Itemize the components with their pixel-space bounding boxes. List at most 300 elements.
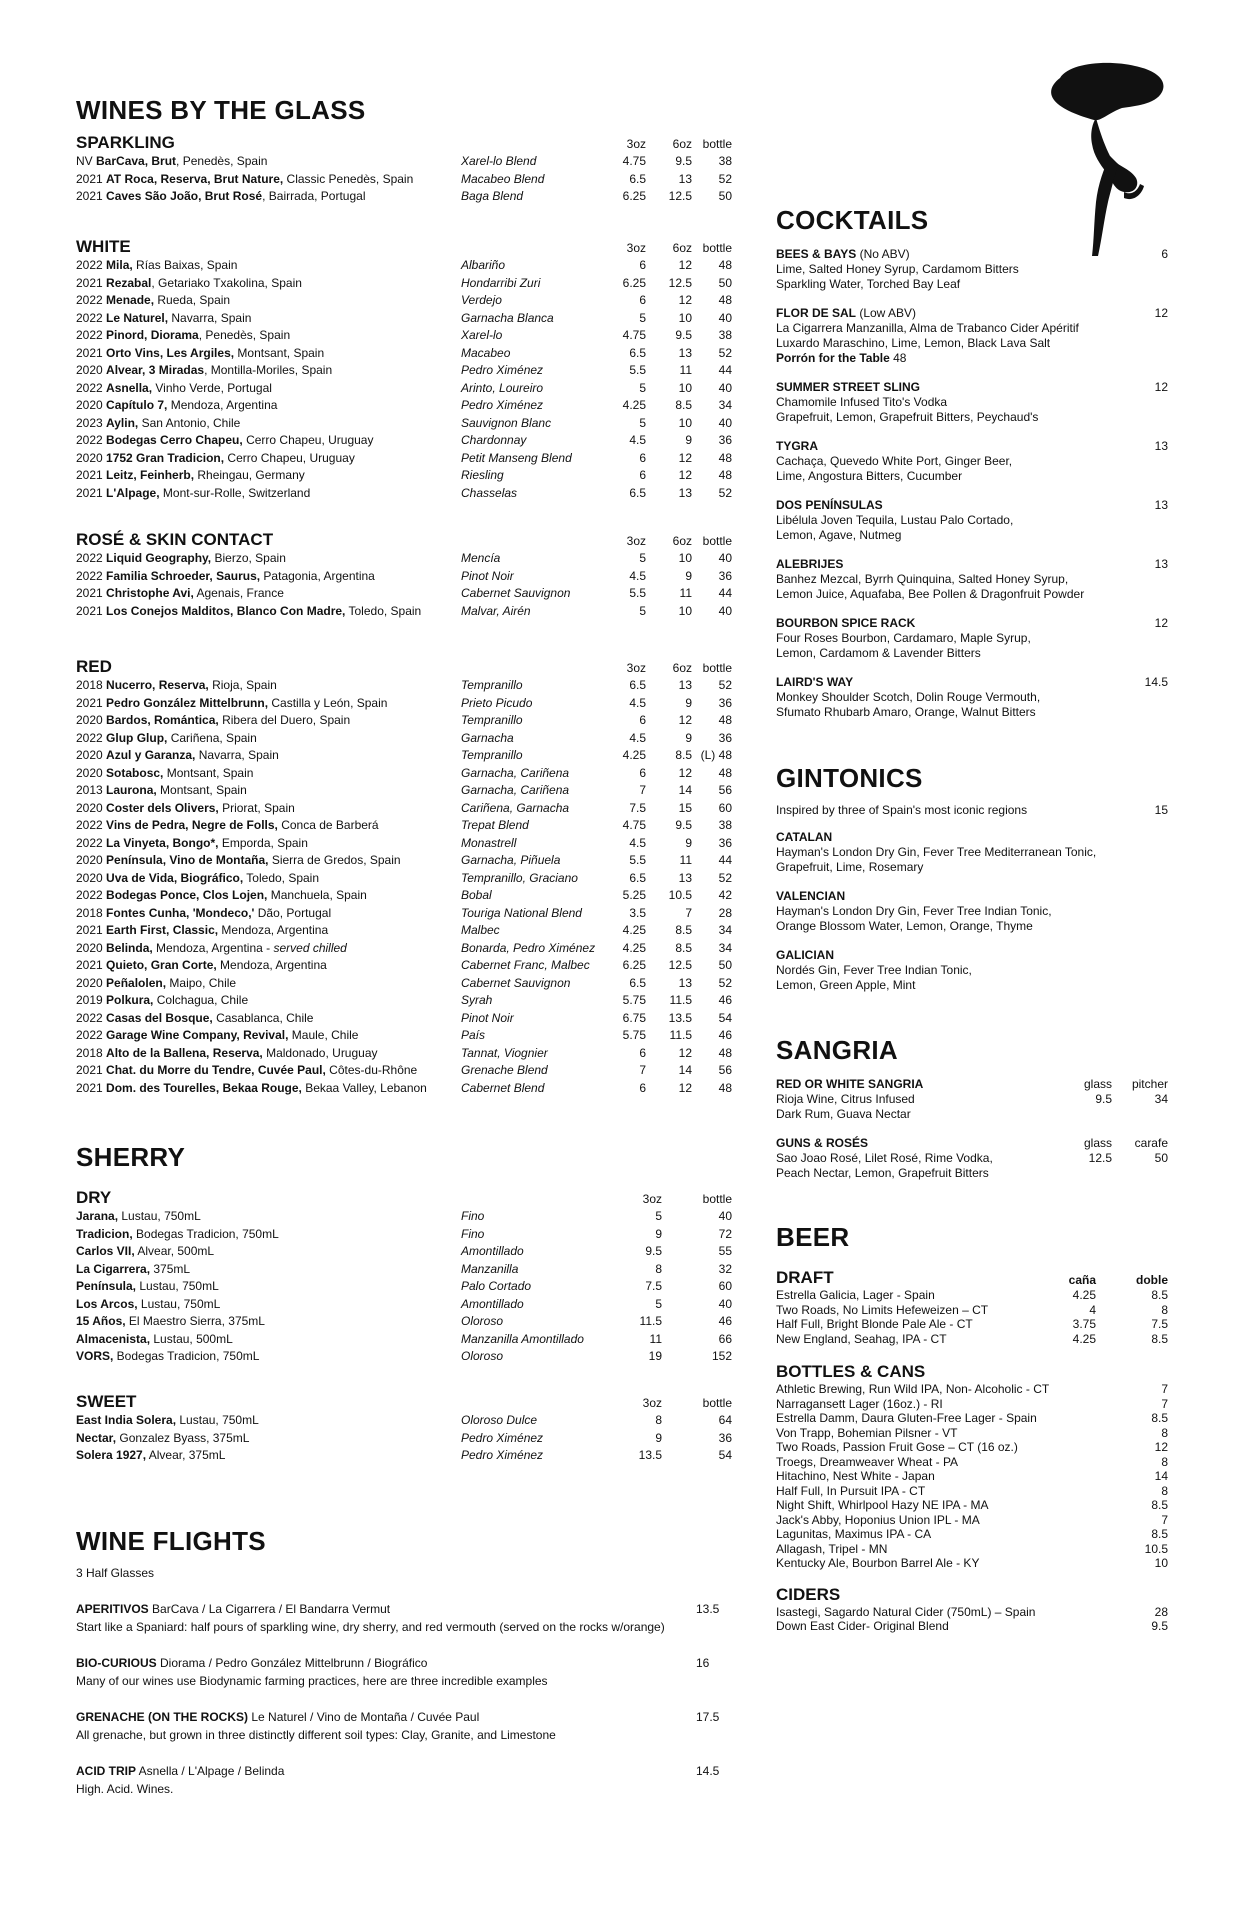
grape-variety: Palo Cortado [461, 1279, 532, 1293]
menu-row [76, 257, 732, 275]
wine-region: Bodegas Tradicion, 750mL [132, 1226, 279, 1241]
wine-description [76, 1348, 259, 1366]
menu-row [76, 1331, 732, 1349]
price-3oz: 5.75 [622, 1028, 646, 1042]
price-3oz: 6.5 [629, 485, 646, 500]
cocktail-ingredients: Grapefruit, Lemon, Grapefruit Bitters, Peychaud's [776, 410, 1039, 424]
menu-row [76, 1430, 732, 1448]
wine-description [76, 1313, 265, 1331]
price-3oz: 4.5 [629, 730, 646, 745]
flight-item [76, 1762, 732, 1798]
price-6oz: 9.5 [675, 818, 692, 832]
gintonic-ingredients: Grapefruit, Lime, Rosemary [776, 860, 924, 874]
price-3oz: 6 [639, 468, 646, 482]
price-3oz: 5 [639, 380, 646, 395]
price-bottle: 60 [718, 1279, 732, 1293]
wine-description [76, 345, 324, 363]
vintage: 2020 [76, 940, 107, 955]
price-bottle: 56 [718, 1063, 732, 1077]
vintage: 2021 [76, 586, 107, 600]
grape-variety: Riesling [461, 468, 504, 482]
grape-variety: Pinot Noir [461, 568, 514, 583]
wine-region: Cerro Chapeu, Uruguay [242, 433, 374, 447]
price-bottle: 38 [718, 154, 732, 168]
wine-name: Tradicion, [76, 1226, 133, 1241]
menu-row [76, 568, 732, 586]
wine-region: , Penedès, Spain [176, 154, 268, 168]
beer-price: 10.5 [1144, 1541, 1168, 1556]
price-bottle: 36 [718, 835, 732, 850]
wine-name: Earth First, Classic, [106, 923, 219, 937]
bottles-list [776, 1382, 1168, 1571]
bottle-row [776, 1411, 1168, 1426]
column-header: bottle [702, 1192, 732, 1206]
table-header [76, 1188, 732, 1208]
price-3oz: 4.25 [622, 748, 646, 762]
price-bottle: 52 [718, 345, 732, 360]
gintonic-ingredients: Orange Blossom Water, Lemon, Orange, Thyme [776, 919, 1033, 933]
column-header: 6oz [672, 661, 692, 675]
wine-name: Chat. du Morre du Tendre, Cuvée Paul, [106, 1063, 326, 1077]
price-bottle: 48 [718, 293, 732, 307]
sangria-header-1: glass [1083, 1136, 1112, 1150]
wine-name: Capítulo 7, [106, 398, 168, 412]
wine-description [76, 1331, 233, 1349]
cider-row [776, 1605, 1168, 1620]
vintage: 2020 [76, 450, 107, 465]
price-3oz: 4.5 [629, 433, 646, 447]
grape-variety: Tempranillo [461, 748, 523, 762]
bottle-row [776, 1527, 1168, 1542]
sangria-price-1: 12.5 [1088, 1151, 1112, 1165]
cocktail-price: 14.5 [1144, 675, 1168, 689]
price-3oz: 6.25 [622, 189, 646, 203]
vintage: 2021 [76, 345, 107, 360]
section-title: WHITE [76, 237, 131, 256]
price-6oz: 10 [678, 551, 692, 565]
menu-row [76, 1062, 732, 1080]
cocktail-ingredients: Lemon, Cardamom & Lavender Bitters [776, 646, 981, 660]
draft-header-cana: caña [1068, 1273, 1096, 1287]
cocktail-price: 12 [1154, 380, 1168, 394]
wine-region: Cerro Chapeu, Uruguay [224, 450, 355, 465]
price-6oz: 13.5 [668, 1010, 692, 1025]
cocktail-price: 12 [1154, 616, 1168, 630]
beer-name: Two Roads, Passion Fruit Gose – CT (16 oz.) [776, 1440, 1018, 1454]
wine-description [76, 765, 253, 783]
price-bottle: 40 [718, 415, 732, 430]
wine-description [76, 1226, 279, 1244]
price-3oz: 9 [655, 1226, 662, 1241]
price-cana: 3.75 [1072, 1317, 1096, 1331]
wine-name: La Vinyeta, Bongo*, [106, 835, 219, 850]
wine-description [76, 1208, 201, 1226]
grape-variety: Pedro Ximénez [461, 363, 544, 377]
wine-region: , Montilla-Moriles, Spain [204, 363, 333, 377]
vintage: 2021 [76, 1080, 107, 1095]
price-bottle: 28 [718, 905, 732, 920]
beer-name: Allagash, Tripel - MN [776, 1541, 888, 1556]
wine-description [76, 782, 247, 800]
ciders-list [776, 1605, 1168, 1634]
price-bottle: 34 [718, 923, 732, 937]
cocktail-title-line [776, 498, 1168, 513]
wine-name: VORS, [76, 1349, 114, 1363]
vintage: 2022 [76, 568, 107, 583]
gintonic-ingredients: Hayman's London Dry Gin, Fever Tree Mediterranean Tonic, [776, 845, 1097, 859]
wine-description [76, 188, 365, 206]
price-3oz: 4.25 [622, 940, 646, 955]
wine-description [76, 817, 379, 835]
flight-item [76, 1708, 732, 1744]
wine-description [76, 747, 279, 765]
price-doble: 8.5 [1151, 1331, 1168, 1346]
price-bottle: 42 [718, 888, 732, 902]
draft-list [776, 1288, 1168, 1346]
wine-name: Quieto, Gran Corte, [106, 958, 217, 972]
wine-description [76, 432, 373, 450]
sangria-ingredients: Peach Nectar, Lemon, Grapefruit Bitters [776, 1166, 989, 1180]
menu-row [76, 905, 732, 923]
price-6oz: 13 [678, 678, 692, 692]
sangria-list [776, 1077, 1168, 1181]
wine-region: San Antonio, Chile [138, 415, 241, 430]
price-3oz: 6.5 [629, 171, 646, 186]
grape-variety: Trepat Blend [461, 818, 529, 832]
sangria-header-1: glass [1083, 1077, 1112, 1091]
beer-name: Von Trapp, Bohemian Pilsner - VT [776, 1425, 958, 1440]
sangria-name: GUNS & ROSÉS [776, 1136, 869, 1150]
price-6oz: 10.5 [668, 888, 692, 902]
price-3oz: 11.5 [639, 1314, 662, 1328]
wine-description [76, 800, 295, 818]
wine-description [76, 957, 327, 975]
grape-variety: Tannat, Viognier [461, 1045, 548, 1060]
wine-description [76, 1045, 378, 1063]
vintage: 2020 [76, 870, 107, 885]
wine-name: Nectar, [76, 1430, 117, 1445]
price-3oz: 6 [639, 1080, 646, 1095]
price-3oz: 7.5 [645, 1279, 662, 1293]
vintage: 2022 [76, 433, 107, 447]
price-doble: 8 [1161, 1302, 1168, 1317]
wine-region: Mendoza, Argentina [218, 923, 329, 937]
price-6oz: 8.5 [675, 923, 692, 937]
gintonics-price: 15 [1154, 803, 1168, 817]
wine-name: Pinord, Diorama [106, 328, 199, 342]
vintage: 2021 [76, 171, 107, 186]
wine-description [76, 835, 308, 853]
price-3oz: 4.75 [622, 818, 646, 832]
vintage: 2022 [76, 293, 107, 307]
column-header: bottle [702, 137, 732, 151]
grape-variety: País [461, 1028, 486, 1042]
price-bottle: (L) 48 [700, 748, 732, 762]
wine-description [76, 550, 286, 568]
wine-region: , Getariako Txakolina, Spain [151, 275, 302, 290]
wine-name: Bodegas Ponce, Clos Lojen, [106, 888, 268, 902]
menu-row [76, 1226, 732, 1244]
price-bottle: 36 [718, 568, 732, 583]
vintage: 2021 [76, 923, 107, 937]
draft-header-doble: doble [1136, 1273, 1168, 1287]
column-header: bottle [702, 1396, 732, 1410]
sangria-price-2: 34 [1154, 1092, 1168, 1106]
grape-variety: Verdejo [461, 293, 502, 307]
price-6oz: 14 [678, 1063, 692, 1077]
column-header: 3oz [626, 241, 646, 255]
beer-price: 8.5 [1151, 1498, 1168, 1512]
wine-description [76, 1412, 259, 1430]
grape-variety: Baga Blend [461, 189, 524, 203]
price-bottle: 40 [718, 1209, 732, 1223]
price-3oz: 5 [639, 415, 646, 430]
wine-region: Gonzalez Byass, 375mL [116, 1430, 250, 1445]
wine-region: Bodegas Tradicion, 750mL [113, 1349, 260, 1363]
column-header: 3oz [642, 1396, 662, 1410]
cocktail-title-line [776, 675, 1168, 690]
beer-price: 7 [1161, 1512, 1168, 1527]
wine-name: Península, [76, 1279, 137, 1293]
gintonic-ingredients: Lemon, Green Apple, Mint [776, 978, 916, 992]
price-3oz: 4.25 [622, 923, 646, 937]
grape-variety: Garnacha, Cariñena [461, 765, 570, 780]
beer-price: 8 [1161, 1483, 1168, 1498]
wine-region: Côtes-du-Rhône [325, 1063, 418, 1077]
flights-list [76, 1600, 732, 1798]
vintage: 2022 [76, 1010, 107, 1025]
wine-region: Patagonia, Argentina [260, 568, 375, 583]
wine-region: Sierra de Gredos, Spain [268, 853, 401, 867]
price-6oz: 9 [685, 835, 692, 850]
sangria-item [776, 1136, 1168, 1181]
wine-name: Alvear, 3 Miradas [106, 363, 205, 377]
cocktail-item [776, 380, 1168, 425]
cocktail-ingredients: Lemon, Agave, Nutmeg [776, 528, 902, 542]
wine-region: Mendoza, Argentina [167, 398, 278, 412]
wine-name: AT Roca, Reserva, Brut Nature, [106, 171, 284, 186]
grape-variety: Cabernet Sauvignon [461, 975, 571, 990]
wine-description [76, 467, 305, 485]
cocktail-ingredients: Cachaça, Quevedo White Port, Ginger Beer, [776, 454, 1013, 468]
wine-name: La Cigarrera, [76, 1261, 151, 1276]
cocktail-ingredients: Libélula Joven Tequila, Lustau Palo Cortado, [776, 513, 1014, 527]
bottle-row [776, 1513, 1168, 1528]
draft-title: DRAFT [776, 1268, 834, 1287]
flight-description: High. Acid. Wines. [76, 1782, 174, 1796]
price-bottle: 46 [718, 1314, 732, 1328]
price-3oz: 6.5 [629, 870, 646, 885]
grape-variety: Cabernet Franc, Malbec [461, 958, 590, 972]
vintage: 2021 [76, 189, 107, 203]
wine-region: Navarra, Spain [195, 748, 279, 762]
bottle-row [776, 1382, 1168, 1397]
price-3oz: 5.25 [622, 888, 646, 902]
price-bottle: 40 [718, 551, 732, 565]
wine-description [76, 275, 302, 293]
cocktail-ingredients: Sparkling Water, Torched Bay Leaf [776, 277, 961, 291]
gintonic-name: CATALAN [776, 830, 833, 844]
draft-row [776, 1332, 1168, 1347]
wine-region: , Bairrada, Portugal [262, 189, 366, 203]
ciders-title: CIDERS [776, 1584, 841, 1604]
price-6oz: 13 [678, 975, 692, 990]
menu-row [76, 467, 732, 485]
wine-name: Azul y Garanza, [106, 748, 196, 762]
price-3oz: 4.5 [629, 568, 646, 583]
cocktail-price: 13 [1154, 557, 1168, 571]
wine-name: Orto Vins, Les Argiles, [106, 345, 235, 360]
grape-variety: Xarel-lo Blend [461, 154, 537, 168]
menu-row [76, 397, 732, 415]
price-3oz: 11 [649, 1331, 662, 1346]
wine-description [76, 992, 248, 1010]
bottle-row [776, 1426, 1168, 1441]
wine-name: Uva de Vida, Biográfico, [106, 870, 244, 885]
flight-name: BIO-CURIOUS [76, 1656, 157, 1670]
wine-description [76, 695, 387, 713]
price-cana: 4.25 [1072, 1288, 1096, 1302]
price-6oz: 12 [678, 1080, 692, 1095]
menu-row [76, 800, 732, 818]
bottle-row [776, 1498, 1168, 1513]
cocktail-extra [776, 351, 1168, 366]
grape-variety: Cabernet Sauvignon [461, 586, 571, 600]
grape-variety: Malbec [461, 923, 500, 937]
vintage: 2021 [76, 958, 107, 972]
column-header: 6oz [672, 534, 692, 548]
menu-row [76, 1348, 732, 1366]
wine-description [76, 1010, 313, 1028]
wine-region: Colchagua, Chile [153, 993, 249, 1007]
grape-variety: Grenache Blend [461, 1063, 548, 1077]
wine-name: Christophe Avi, [106, 586, 194, 600]
beer-price: 8 [1161, 1454, 1168, 1469]
price-bottle: 52 [718, 171, 732, 186]
wine-name: Bodegas Cerro Chapeu, [106, 433, 243, 447]
price-bottle: 52 [718, 975, 732, 990]
draft-row [776, 1288, 1168, 1303]
menu-row [76, 153, 732, 171]
price-3oz: 6 [639, 1045, 646, 1060]
price-bottle: 55 [718, 1244, 732, 1258]
beer-price: 14 [1154, 1469, 1168, 1483]
menu-row [76, 585, 732, 603]
wine-description [76, 450, 355, 468]
wine-region: Montsant, Spain [163, 765, 254, 780]
price-6oz: 13 [678, 870, 692, 885]
red-table [76, 657, 732, 1097]
vintage: 2021 [76, 468, 107, 482]
price-bottle: 52 [718, 870, 732, 885]
sangria-header-2: pitcher [1131, 1077, 1168, 1091]
price-3oz: 7.5 [629, 800, 646, 815]
wine-name: Belinda, [106, 940, 153, 955]
grape-variety: Arinto, Loureiro [461, 380, 544, 395]
sangria-price-1: 9.5 [1095, 1092, 1112, 1106]
gintonic-item [776, 948, 1168, 993]
flight-price: 16 [696, 1656, 710, 1670]
menu-row [76, 362, 732, 380]
cocktail-ingredients: Lime, Salted Honey Syrup, Cardamom Bitters [776, 262, 1019, 276]
menu-row [76, 603, 732, 621]
flight-description: Start like a Spaniard: half pours of sparkling wine, dry sherry, and red vermouth (served on the rocks w/orange) [76, 1620, 665, 1634]
wine-region: Casablanca, Chile [212, 1010, 314, 1025]
beer-name: Troegs, Dreamweaver Wheat - PA [776, 1454, 959, 1469]
wine-region: Mont-sur-Rolle, Switzerland [159, 485, 311, 500]
price-bottle: 50 [718, 275, 732, 290]
flight-description: All grenache, but grown in three distinctly different soil types: Clay, Granite, and Limestone [76, 1728, 556, 1742]
grape-variety: Bobal [461, 888, 492, 902]
sangria-title-line [776, 1136, 1168, 1151]
gintonics-list [776, 830, 1168, 993]
wine-description [76, 310, 251, 328]
wine-description [76, 1080, 427, 1098]
wine-description [76, 1261, 190, 1279]
grape-variety: Tempranillo, Graciano [461, 870, 578, 885]
bottle-row [776, 1556, 1168, 1571]
cocktail-price: 13 [1154, 498, 1168, 512]
cocktail-item [776, 306, 1168, 366]
vintage: 2020 [76, 748, 107, 762]
wine-name: Jarana, [76, 1209, 119, 1223]
cocktail-name: LAIRD'S WAY [776, 675, 854, 689]
beer-price: 8 [1161, 1425, 1168, 1440]
grape-variety: Garnacha, Piñuela [461, 853, 561, 867]
sangria-ingredients: Rioja Wine, Citrus Infused 9.5 34 [776, 1092, 1168, 1106]
wine-description [76, 905, 331, 923]
flight-line [76, 1762, 732, 1780]
beer-name: Down East Cider- Original Blend [776, 1619, 949, 1633]
bottles-title: BOTTLES & CANS [776, 1362, 926, 1381]
price-3oz: 6 [639, 713, 646, 727]
cocktail-name: SUMMER STREET SLING [776, 380, 921, 394]
wine-description [76, 1062, 417, 1080]
cocktail-item [776, 616, 1168, 661]
flight-wines: Diorama / Pedro González Mittelbrunn / Biográfico [156, 1656, 428, 1670]
wine-description [76, 712, 350, 730]
price-bottle: 64 [718, 1413, 732, 1427]
cocktail-ingredients: Lemon Juice, Aquafaba, Bee Pollen & Dragonfruit Powder [776, 587, 1085, 601]
price-3oz: 6 [639, 765, 646, 780]
cocktail-name: FLOR DE SAL [776, 306, 856, 320]
wine-name: Liquid Geography, [106, 551, 212, 565]
cocktail-ingredients: Lime, Angostura Bitters, Cucumber [776, 469, 963, 483]
menu-row [76, 171, 732, 189]
sangria-ingredients: Dark Rum, Guava Nectar [776, 1107, 911, 1121]
column-header: bottle [702, 241, 732, 255]
menu-row [76, 975, 732, 993]
menu-row [76, 188, 732, 206]
wine-name: Caves São João, Brut Rosé [106, 189, 263, 203]
grape-variety: Pedro Ximénez [461, 1430, 544, 1445]
flight-line [76, 1600, 732, 1618]
price-bottle: 32 [718, 1261, 732, 1276]
section-title: ROSÉ & SKIN CONTACT [76, 530, 274, 549]
grape-variety: Amontillado [461, 1244, 524, 1258]
beer-name: New England, Seahag, IPA - CT [776, 1331, 947, 1346]
cocktail-name: TYGRA [776, 439, 818, 453]
menu-row [76, 730, 732, 748]
price-3oz: 8 [655, 1261, 662, 1276]
sangria-name: RED OR WHITE SANGRIA [776, 1077, 924, 1091]
menu-row [76, 1447, 732, 1465]
flight-price: 14.5 [696, 1764, 720, 1778]
vintage: 2022 [76, 551, 107, 565]
menu-row [76, 432, 732, 450]
cocktail-name: BEES & BAYS [776, 247, 857, 261]
flight-wines: Asnella / L'Alpage / Belinda [136, 1764, 285, 1778]
